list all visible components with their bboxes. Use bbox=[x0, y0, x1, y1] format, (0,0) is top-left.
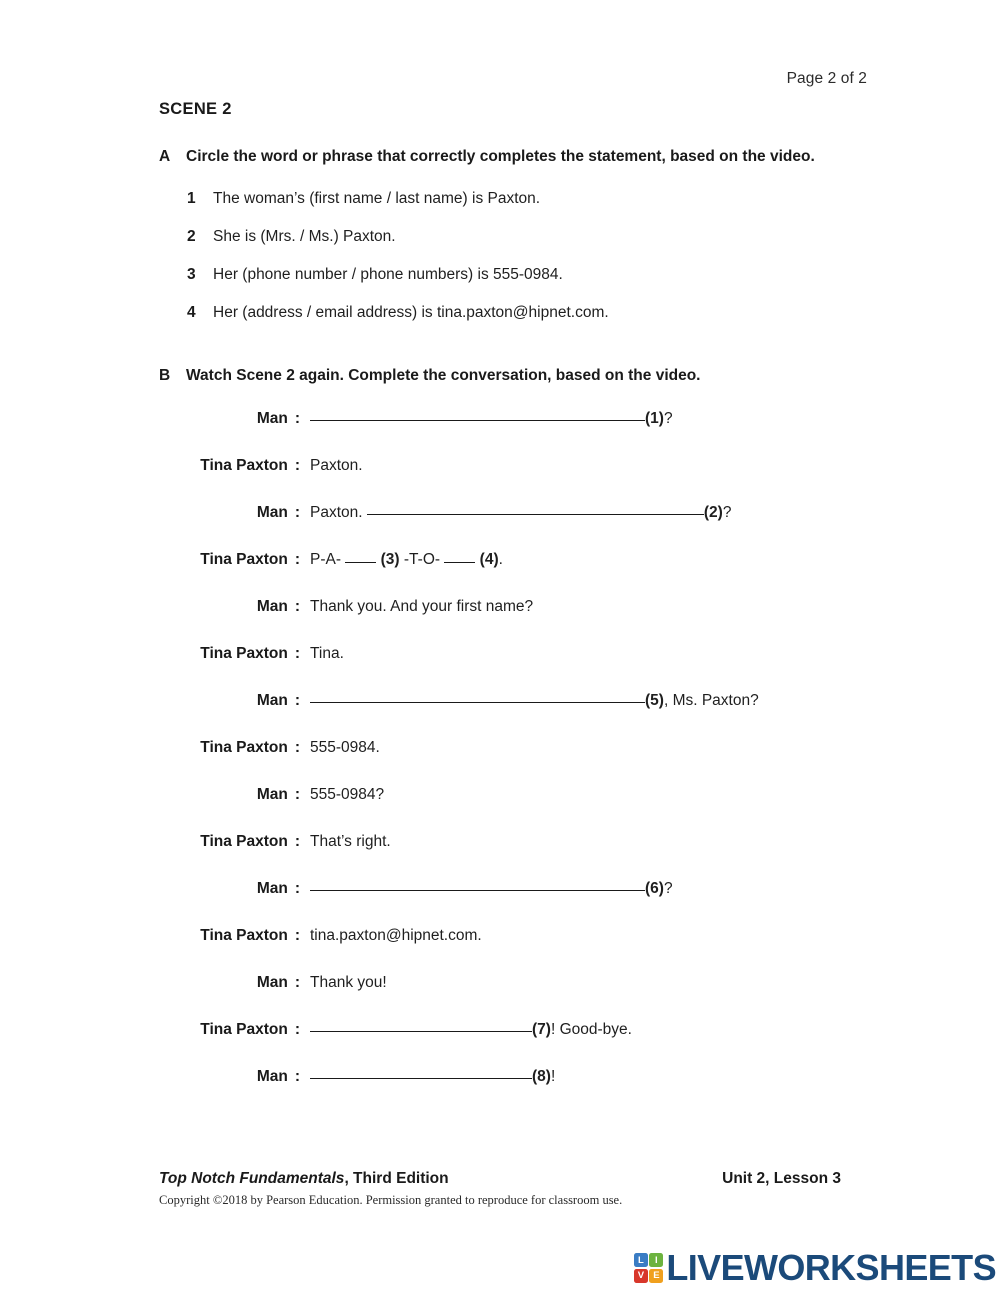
speaker-name: Tina Paxton bbox=[200, 1021, 288, 1038]
dialogue-turn bbox=[0, 457, 1000, 504]
dialogue-turn bbox=[0, 1021, 1000, 1068]
speaker-colon: : bbox=[294, 504, 300, 521]
utterance-after: ? bbox=[663, 410, 673, 427]
utterance bbox=[300, 880, 673, 898]
speaker-label bbox=[0, 457, 300, 475]
utterance bbox=[300, 551, 503, 569]
statement-text[interactable]: Her (phone number / phone numbers) is 555-0984. bbox=[213, 266, 563, 284]
logo-tile-v: V bbox=[634, 1269, 648, 1283]
spelling-part-2: -T-O- bbox=[403, 551, 441, 568]
answer-blank-7[interactable] bbox=[310, 1031, 532, 1032]
speaker-colon: : bbox=[294, 551, 300, 568]
speaker-colon: : bbox=[294, 1021, 300, 1038]
utterance: tina.paxton@hipnet.com. bbox=[310, 927, 482, 944]
speaker-name: Tina Paxton bbox=[200, 739, 288, 756]
speaker-label bbox=[0, 833, 300, 851]
book-title-italic: Top Notch Fundamentals bbox=[159, 1170, 345, 1187]
exercise-a-heading bbox=[159, 146, 859, 168]
exercise-b bbox=[159, 365, 859, 387]
speaker-label bbox=[0, 786, 300, 804]
speaker-colon: : bbox=[294, 927, 300, 944]
blank-ref: (2) bbox=[703, 504, 723, 521]
blank-ref: (1) bbox=[645, 410, 664, 427]
speaker-colon: : bbox=[294, 786, 300, 803]
speaker-name: Man bbox=[256, 1068, 288, 1085]
speaker-name: Man bbox=[256, 410, 288, 427]
dialogue-turn bbox=[0, 504, 1000, 551]
utterance: Tina. bbox=[310, 645, 344, 662]
speaker-name: Tina Paxton bbox=[200, 551, 288, 568]
blank-ref: (6) bbox=[645, 880, 664, 897]
speaker-colon: : bbox=[294, 974, 300, 991]
exercise-b-prompt: Watch Scene 2 again. Complete the conversation, based on the video. bbox=[186, 367, 701, 384]
utterance-before: Paxton. bbox=[310, 504, 363, 521]
speaker-label bbox=[0, 598, 300, 616]
exercise-b-letter: B bbox=[159, 367, 171, 384]
statement-text[interactable]: The woman’s (first name / last name) is Paxton. bbox=[213, 190, 541, 207]
speaker-name: Tina Paxton bbox=[200, 833, 288, 850]
speaker-colon: : bbox=[294, 880, 300, 897]
dialogue-turn bbox=[0, 1068, 1000, 1115]
liveworksheets-wordmark: LIVEWORKSHEETS bbox=[666, 1247, 996, 1288]
speaker-name: Man bbox=[256, 504, 288, 521]
speaker-name: Man bbox=[256, 974, 288, 991]
blank-ref: (3) bbox=[380, 551, 400, 568]
speaker-name: Man bbox=[256, 692, 288, 709]
dialogue-turn bbox=[0, 880, 1000, 927]
exercise-a bbox=[159, 146, 859, 324]
page-indicator: Page 2 of 2 bbox=[786, 70, 867, 87]
speaker-label bbox=[0, 927, 300, 945]
speaker-name: Man bbox=[256, 598, 288, 615]
speaker-colon: : bbox=[294, 645, 300, 662]
answer-blank-2[interactable] bbox=[367, 514, 704, 515]
speaker-colon: : bbox=[294, 410, 300, 427]
blank-ref: (7) bbox=[532, 1021, 551, 1038]
list-item bbox=[187, 227, 859, 247]
liveworksheets-logo[interactable] bbox=[634, 1247, 996, 1288]
utterance-after: . bbox=[498, 551, 503, 568]
dialogue-turn bbox=[0, 927, 1000, 974]
blank-ref: (5) bbox=[645, 692, 664, 709]
dialogue-turn bbox=[0, 410, 1000, 457]
utterance-after: , Ms. Paxton? bbox=[663, 692, 759, 709]
statement-number: 1 bbox=[187, 190, 196, 207]
dialogue-turn bbox=[0, 598, 1000, 645]
exercise-b-heading bbox=[159, 365, 859, 387]
speaker-label bbox=[0, 692, 300, 710]
dialogue-turn bbox=[0, 739, 1000, 786]
answer-blank-1[interactable] bbox=[310, 420, 645, 421]
statement-list bbox=[187, 189, 859, 324]
utterance bbox=[300, 1068, 555, 1086]
utterance bbox=[300, 504, 731, 522]
speaker-label bbox=[0, 551, 300, 569]
utterance bbox=[300, 692, 759, 710]
utterance-after: ? bbox=[722, 504, 732, 521]
answer-blank-6[interactable] bbox=[310, 890, 645, 891]
statement-text[interactable]: Her (address / email address) is tina.paxton@hipnet.com. bbox=[213, 304, 609, 322]
unit-lesson-label: Unit 2, Lesson 3 bbox=[722, 1170, 841, 1187]
dialogue-turn bbox=[0, 833, 1000, 880]
speaker-label bbox=[0, 504, 300, 522]
exercise-a-prompt: Circle the word or phrase that correctly completes the statement, based on the video. bbox=[186, 148, 815, 165]
footer-row bbox=[159, 1170, 841, 1188]
utterance: Thank you. And your first name? bbox=[310, 598, 534, 615]
utterance: Paxton. bbox=[310, 457, 363, 474]
logo-tile-e: E bbox=[649, 1269, 663, 1283]
liveworksheets-mark-icon bbox=[634, 1253, 664, 1283]
speaker-colon: : bbox=[294, 739, 300, 756]
book-title bbox=[159, 1170, 449, 1188]
statement-number: 4 bbox=[187, 304, 196, 322]
list-item bbox=[187, 265, 859, 285]
speaker-name: Tina Paxton bbox=[200, 927, 288, 944]
speaker-colon: : bbox=[294, 598, 300, 615]
utterance: 555-0984. bbox=[310, 739, 380, 756]
exercise-a-letter: A bbox=[159, 148, 171, 165]
logo-tile-i: I bbox=[649, 1253, 663, 1267]
speaker-name: Man bbox=[256, 786, 288, 803]
utterance-after: ? bbox=[663, 880, 673, 897]
logo-tile-l: L bbox=[634, 1253, 648, 1267]
blank-ref: (4) bbox=[479, 551, 499, 568]
utterance bbox=[300, 1021, 632, 1039]
statement-text[interactable]: She is (Mrs. / Ms.) Paxton. bbox=[213, 228, 396, 246]
statement-number: 2 bbox=[187, 228, 196, 246]
speaker-label bbox=[0, 974, 300, 992]
speaker-label bbox=[0, 410, 300, 428]
dialogue-turn bbox=[0, 786, 1000, 833]
speaker-colon: : bbox=[294, 692, 300, 709]
statement-number: 3 bbox=[187, 266, 196, 284]
speaker-label bbox=[0, 1068, 300, 1086]
dialogue-turn bbox=[0, 551, 1000, 598]
speaker-colon: : bbox=[294, 457, 300, 474]
utterance: Thank you! bbox=[310, 974, 387, 991]
footer bbox=[159, 1170, 841, 1208]
speaker-label bbox=[0, 1021, 300, 1039]
list-item bbox=[187, 189, 859, 209]
speaker-name: Tina Paxton bbox=[200, 645, 288, 662]
speaker-label bbox=[0, 739, 300, 757]
speaker-colon: : bbox=[294, 1068, 300, 1085]
page-title: SCENE 2 bbox=[159, 100, 232, 118]
spelling-part-1: P-A- bbox=[310, 551, 341, 568]
answer-blank-4[interactable] bbox=[444, 562, 475, 563]
dialogue-turn bbox=[0, 645, 1000, 692]
answer-blank-5[interactable] bbox=[310, 702, 645, 703]
answer-blank-8[interactable] bbox=[310, 1078, 532, 1079]
speaker-label bbox=[0, 645, 300, 663]
utterance: That’s right. bbox=[310, 833, 391, 850]
conversation bbox=[0, 410, 1000, 1115]
dialogue-turn bbox=[0, 692, 1000, 739]
utterance-after: ! bbox=[550, 1068, 556, 1085]
speaker-colon: : bbox=[294, 833, 300, 850]
speaker-name: Tina Paxton bbox=[200, 457, 288, 474]
speaker-name: Man bbox=[256, 880, 288, 897]
list-item bbox=[187, 303, 859, 323]
copyright-notice: Copyright ©2018 by Pearson Education. Permission granted to reproduce for classroom use. bbox=[159, 1193, 623, 1207]
utterance bbox=[300, 410, 673, 428]
utterance: 555-0984? bbox=[310, 786, 385, 803]
utterance-after: ! Good-bye. bbox=[550, 1021, 632, 1038]
book-title-edition: , Third Edition bbox=[344, 1170, 449, 1187]
speaker-label bbox=[0, 880, 300, 898]
dialogue-turn bbox=[0, 974, 1000, 1021]
answer-blank-3[interactable] bbox=[345, 562, 376, 563]
blank-ref: (8) bbox=[532, 1068, 551, 1085]
